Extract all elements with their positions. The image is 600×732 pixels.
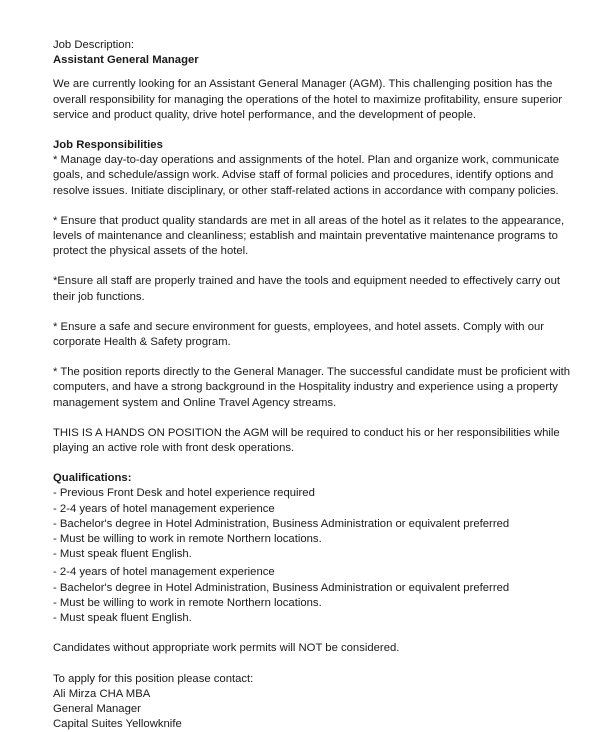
responsibility-line: THIS IS A HANDS ON POSITION the AGM will be required to conduct his or her responsibilities while [53, 426, 580, 441]
permits-note: Candidates without appropriate work permits will NOT be considered. [53, 641, 580, 656]
qualifications-list [53, 565, 580, 626]
contact-company: Capital Suites Yellowknife [53, 717, 580, 732]
qualification-item: - Must speak fluent English. [53, 611, 580, 626]
qualifications-list [53, 486, 580, 562]
qualification-item: - 2-4 years of hotel management experience [53, 502, 580, 517]
intro-paragraph [53, 77, 580, 123]
qualification-item: - Must be willing to work in remote Northern locations. [53, 532, 580, 547]
responsibility-line: * Manage day-to-day operations and assignments of the hotel. Plan and organize work, communicate [53, 153, 580, 168]
responsibility-line: * The position reports directly to the General Manager. The successful candidate must be proficient with [53, 365, 580, 380]
responsibility-line: computers, and have a strong background in the Hospitality industry and experience using a property [53, 380, 580, 395]
qualification-item: - Bachelor's degree in Hotel Administration, Business Administration or equivalent preferred [53, 517, 580, 532]
qualification-item: - Bachelor's degree in Hotel Administration, Business Administration or equivalent preferred [53, 581, 580, 596]
qualifications-heading: Qualifications: [53, 471, 580, 486]
qualification-item: - 2-4 years of hotel management experience [53, 565, 580, 580]
responsibility-line: corporate Health & Safety program. [53, 335, 580, 350]
intro-line: service and product quality, drive hotel performance, and the development of people. [53, 108, 580, 123]
responsibility-item [53, 274, 580, 304]
responsibility-item [53, 320, 580, 350]
job-description-label: Job Description: [53, 38, 580, 53]
contact-block [53, 672, 580, 732]
responsibility-item [53, 214, 580, 260]
responsibility-item [53, 153, 580, 199]
responsibility-line: * Ensure a safe and secure environment for guests, employees, and hotel assets. Comply with our [53, 320, 580, 335]
contact-name: Ali Mirza CHA MBA [53, 687, 580, 702]
hands-on-paragraph [53, 426, 580, 456]
qualification-item: - Previous Front Desk and hotel experience required [53, 486, 580, 501]
responsibility-line: * Ensure that product quality standards are met in all areas of the hotel as it relates to the appearance, [53, 214, 580, 229]
responsibility-line: goals, and schedule/assign work. Advise staff of formal policies and procedures, identify options and [53, 168, 580, 183]
intro-line: overall responsibility for managing the operations of the hotel to maximize profitability, ensure superior [53, 93, 580, 108]
responsibility-line: playing an active role with front desk operations. [53, 441, 580, 456]
qualification-item: - Must be willing to work in remote Northern locations. [53, 596, 580, 611]
responsibility-line: protect the physical assets of the hotel. [53, 244, 580, 259]
responsibility-item [53, 365, 580, 411]
responsibility-line: resolve issues. Initiate disciplinary, or other staff-related actions in accordance with company policies. [53, 184, 580, 199]
intro-line: We are currently looking for an Assistant General Manager (AGM). This challenging position has the [53, 77, 580, 92]
responsibility-line: management system and Online Travel Agency streams. [53, 396, 580, 411]
job-title: Assistant General Manager [53, 53, 580, 68]
qualification-item: - Must speak fluent English. [53, 547, 580, 562]
contact-role: General Manager [53, 702, 580, 717]
responsibility-line: their job functions. [53, 290, 580, 305]
contact-intro: To apply for this position please contact: [53, 672, 580, 687]
responsibility-line: *Ensure all staff are properly trained and have the tools and equipment needed to effectively carry out [53, 274, 580, 289]
responsibilities-heading: Job Responsibilities [53, 138, 580, 153]
responsibility-line: levels of maintenance and cleanliness; establish and maintain preventative maintenance programs to [53, 229, 580, 244]
